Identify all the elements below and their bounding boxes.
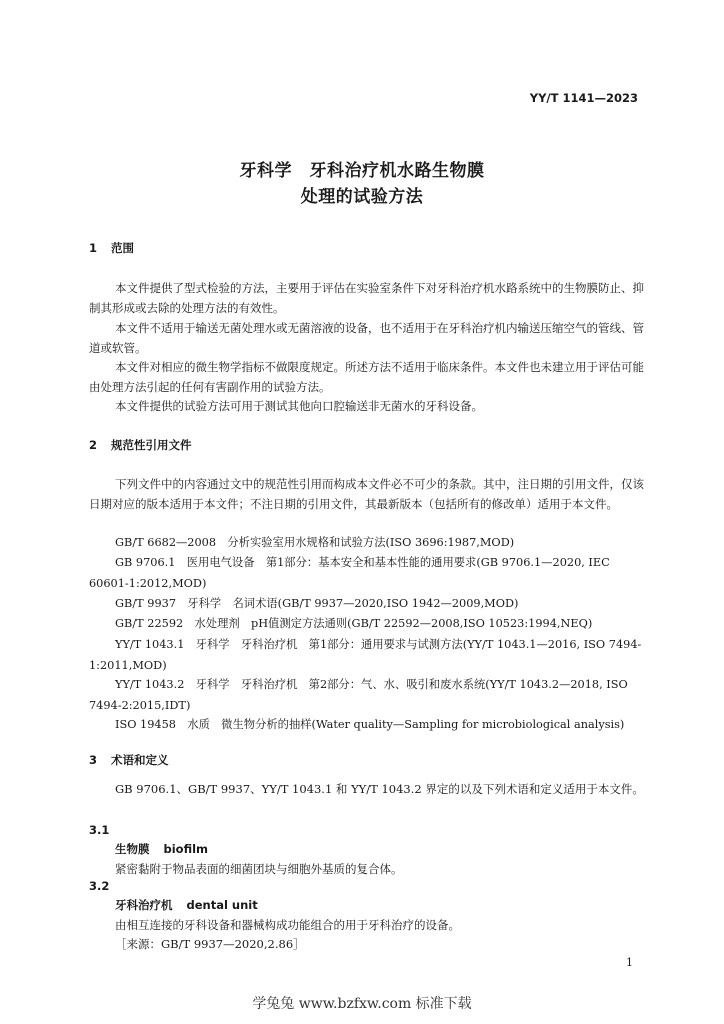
section-title: 规范性引用文件 — [111, 438, 192, 452]
term-definition: 由相互连接的牙科设备和器械构成功能组合的用于牙科治疗的设备。 — [115, 918, 460, 932]
section-number: 1 — [89, 241, 98, 255]
term-heading — [115, 897, 258, 913]
document-title-line2: 处理的试验方法 — [300, 187, 424, 207]
page-number: 1 — [626, 956, 633, 969]
section-number: 2 — [89, 438, 98, 452]
section-1-para-1: 本文件提供了型式检验的方法，主要用于评估在实验室条件下对牙科治疗机水路系统中的生物膜防止、抑制其形成或去除的处理方法的有效性。 — [89, 281, 644, 315]
reference-item: YY/T 1043.1 牙科学 牙科治疗机 第1部分：通用要求与试测方法(YY/T 1043.1—2016, ISO 7494-1:2011,MOD) — [89, 638, 642, 672]
section-title: 范围 — [111, 241, 134, 255]
section-2-heading — [89, 437, 192, 453]
section-3-heading — [89, 752, 169, 768]
term-chinese: 牙科治疗机 — [115, 898, 173, 912]
reference-item: GB/T 6682—2008 分析实验室用水规格和试验方法(ISO 3696:1987,MOD) — [115, 536, 515, 549]
term-english: dental unit — [186, 898, 258, 912]
section-1-para-2: 本文件不适用于输送无菌处理水或无菌溶液的设备，也不适用于在牙科治疗机内输送压缩空气的管线、管道或软管。 — [89, 321, 644, 355]
standard-code: YY/T 1141—2023 — [529, 91, 638, 105]
term-chinese: 生物膜 — [115, 842, 150, 856]
section-title: 术语和定义 — [111, 753, 169, 767]
reference-item: YY/T 1043.2 牙科学 牙科治疗机 第2部分：气、水、吸引和废水系统(YY/T 1043.2—2018, ISO 7494-2:2015,IDT) — [89, 678, 628, 712]
document-title-line1: 牙科学 牙科治疗机水路生物膜 — [239, 161, 485, 181]
reference-item: ISO 19458 水质 微生物分析的抽样(Water quality—Sampling for microbiological analysis) — [115, 718, 625, 731]
footer-watermark: 学兔兔 www.bzfxw.com 标准下载 — [252, 996, 472, 1012]
term-source: ［来源：GB/T 9937—2020,2.86］ — [115, 937, 305, 951]
term-number: 3.2 — [89, 879, 110, 893]
reference-item: GB/T 9937 牙科学 名词术语(GB/T 9937—2020,ISO 1942—2009,MOD) — [115, 597, 519, 610]
section-1-heading — [89, 240, 134, 256]
term-definition: 紧密黏附于物品表面的细菌团块与细胞外基质的复合体。 — [115, 862, 403, 876]
reference-item: GB 9706.1 医用电气设备 第1部分：基本安全和基本性能的通用要求(GB 9706.1—2020, IEC 60601-1:2012,MOD) — [89, 556, 610, 590]
section-2-intro: 下列文件中的内容通过文中的规范性引用而构成本文件必不可少的条款。其中，注日期的引用文件，仅该日期对应的版本适用于本文件；不注日期的引用文件，其最新版本（包括所有的修改单）适用于本文件。 — [89, 477, 644, 511]
section-3-intro: GB 9706.1、GB/T 9937、YY/T 1043.1 和 YY/T 1043.2 界定的以及下列术语和定义适用于本文件。 — [115, 782, 644, 796]
section-1-para-3: 本文件对相应的微生物学指标不做限度规定。所述方法不适用于临床条件。本文件也未建立用于评估可能由处理方法引起的任何有害副作用的试验方法。 — [89, 360, 644, 394]
section-1-para-4: 本文件提供的试验方法可用于测试其他向口腔输送非无菌水的牙科设备。 — [115, 399, 483, 413]
section-number: 3 — [89, 753, 98, 767]
term-heading — [115, 841, 208, 857]
reference-item: GB/T 22592 水处理剂 pH值测定方法通则(GB/T 22592—2008,ISO 10523:1994,NEQ) — [115, 617, 593, 630]
term-number: 3.1 — [89, 823, 110, 837]
term-english: biofilm — [163, 842, 209, 856]
